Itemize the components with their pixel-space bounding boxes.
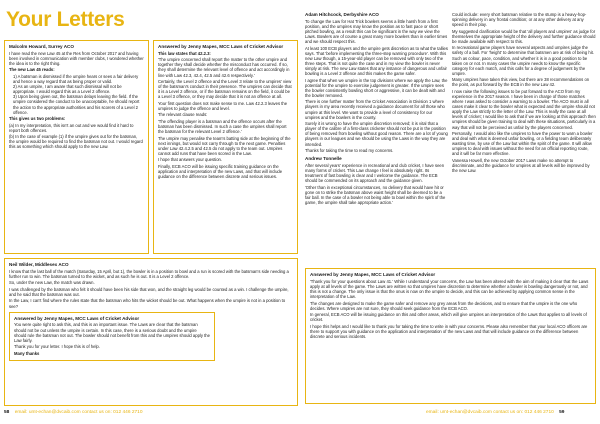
reply-box-3 (9, 312, 215, 362)
letter-heading: Neil Wilder, Middlesex ACO (9, 262, 69, 267)
page-number: 58 (4, 410, 10, 415)
list-item: 1) A batsman is dismissed if the umpire hears or sees a fair delivery and hence a way regard that as being proper or valid. (13, 73, 139, 85)
letter-paragraph: To change the Law for Hat Trick bowlers seems a little harsh from a first position, and the umpires may know the position as to fast pace or short pitched bowling, as a result this can be significant in the way we view the Laws. Bowlers are of course a great many more bowlers than in earlier times and we should respect this. (305, 18, 448, 45)
reply-paragraph: You were quite right to ask this, and this is an important issue. The Laws are clear that the batsman should not be out unless the umpire is certain. In this case, there is a serious doubt and the umpire should rule the batsman not out. The bowler should not benefit from this and the umpires should apply the Law fairly. (14, 322, 210, 343)
page-number: 59 (559, 410, 565, 415)
reply-paragraph: I hope this helps and I would like to thank you for taking the time to write in with your concerns. Please also remember that your local ACO officers are there to support you with guidance on the application and interpretation of the new Laws and that will include guidance on the difference between discrete and serious incidents. (310, 323, 588, 339)
letter-continuation (452, 12, 596, 264)
letter-paragraph: The new Law 45 reads: (9, 67, 55, 73)
letter-paragraph: At least 100 ECB players and the umpire gets discretion as to what the tallies says. That 'before implementing the three-step warning procedure'. With this new Law though, a 15-year-old player can be removed with only two of the three steps. That is not quite the case and in my view the bowler is never simply at risk. The new Law states that any instance of dangerous and unfair bowling is a Level 2 offence and this makes the game safer. (305, 45, 448, 77)
reply-paragraph: 'Thank you for your questions about Law 41.' While I understand your concerns, the Law has been altered with the aim of making it clear that the Laws apply at all levels of the game. The Laws are written so that umpires have discretion to determine whether a bowler is bowling dangerously or not, and this is not a change. The only issue is that the onus is now on the umpire to decide, and this can be achieved by applying common sense in the interpretation of the Law. (310, 278, 589, 300)
reply-paragraph: In general, ECB ACO will be issuing guidance on this and other areas, which will give umpires an interpretation of the Laws that applies to all levels of cricket. (310, 312, 587, 323)
reply-heading: Answered by Jenny Mapes, MCC Laws of Cricket Advisor (158, 44, 284, 49)
reply-paragraph: Thank you for your letter. I hope this is of help. (14, 344, 100, 350)
letter-paragraph: Thanks for taking the time to read my concerns. (305, 148, 394, 153)
reply-heading: Answered by Jenny Mapes, MCC Laws of Cricket Advisor (14, 315, 140, 321)
reply-paragraph: This law states that 42.2.3: (158, 50, 211, 56)
letter-subheading: Andrew Tonnelle (305, 156, 342, 162)
letter-box-wilder (4, 258, 298, 406)
letter-paragraph: Surely it is wrong to have the umpire discretion removed; it is vital that a player of the calibre of a first-class cricketer should not be put in the position of being removed from bowling without good reason. There are a lot of young players in our leagues and we should be using the Laws in the way they are intended. (305, 121, 448, 147)
footer-right (426, 410, 564, 415)
letter-paragraph: In recreational game players have several aspects and umpires judge the safety of a ball. For 'height' to determine that batsmen are at risk of being hit. Such as colour, pace, condition, and whether it is in a good position to be taken on or not. In many cases the umpire needs to know the specific category for each match, and this calls for a degree of judgement by the umpire. (452, 45, 594, 76)
letter-paragraph: There is one further matter from the Cricket Association in Division 1 where players in my area recently received a guidance document for all those who umpire at this level. We want to provide a level of consistency for our umpires and the bowlers in the county. (305, 99, 445, 120)
reply-box-2 (305, 268, 596, 404)
reply-box-1 (153, 40, 298, 254)
footer-contact: email: umt-echan@dvcaib.com contact us on: 012 446 2710 (426, 410, 554, 415)
reply-paragraph: Your first question does not make sense to me. Law 42.2.3 leaves the umpires to judge the offence and level. (158, 100, 288, 111)
reply-paragraph: Finally, ECB ACO will be issuing specific training guidance on the application and interpretation of the new Laws, and that will include guidance on the difference between discrete and serious issues. (158, 163, 283, 179)
letter-paragraph: Personally, I would also like the umpires to have the power to warn a bowler and deal with what is deemed unfair bowling, or a fielding team deliberately wasting time, by use of the Law but within the spirit of the game. It will allow umpires to deal with issues without the need for an official reporting route, and it will be far more effective. (452, 131, 593, 157)
reply-paragraph: 'The offending player is a batsman and the offence occurs after the batsman has been dismissed. In such a case the umpires shall report the batsman for the relevant Level 2 offence.' (158, 118, 287, 135)
letter-paragraph: Many umpires have taken this view, but there are 38 recommendations on the point, as put forward by the ECB in the new Law 42. (452, 77, 590, 88)
reply-paragraph: 'The umpire concerned shall report the matter to the other umpire and together they shall decide whether the misconduct has occurred. If so, they shall determine the relevant level of offence and act accordingly in line with Law 42.3, 42.4, 42.5 and 42.6 respectively.' (158, 57, 290, 78)
letter-hitchcock (305, 12, 448, 282)
footer-contact: email: umt-echan@dvcaib.com contact us on: 012 446 2710 (14, 410, 143, 415)
reply-paragraph: Certainly, the Level 2 offence and the Level 3 relate to the umpires' view of the batsman's conduct in their presence. The umpires can decide that it is a Level 2 offence, or if the batsman remains on the field, it could be a Level 3 offence, or they may decide that it is not an offence at all. (158, 79, 292, 100)
letter-paragraph: So, under the new Law, the match was drawn. (9, 280, 95, 286)
reply-heading: Answered by Jenny Mapes, MCC Laws of Cricket Advisor (310, 272, 436, 277)
letter-paragraph: I agree that when we umpire in the top divisions where we apply the Law, the potential for the umpire to exercise judgement is greater. If the umpire sees the bowler consistently bowling short or aggressive, it can be dealt with and the bowler removed. (305, 77, 448, 98)
letter-list (9, 74, 144, 115)
reply-signoff: Many thanks (14, 350, 40, 356)
reply-paragraph: The umpire may penalise the team's batting side at the beginning of the next innings, but would not carry through to the next game. Penalties under Law 42.4.2.5 and 42.5 do not apply to the team out. Umpires cannot add runs that have been scored in the Law. (158, 135, 291, 156)
letter-paragraph: After several years' experience in recreational and club cricket, I have seen many forms of cricket. This Law change I feel is absolutely right. Its treatment of fast bowling is clear and I welcome the guidance. The ECB should be commended on its approach and the guidance given. (305, 162, 445, 184)
letter-paragraph: Vanessa Howell, the new October 2017 Laws make no attempt to discriminate, and the guidance for umpires at all levels will be improved by the new Law. (452, 157, 590, 174)
letter-paragraph: In the Law, I can't find where the rules state that the batsman who hits the wicket should be out. What happens when the umpire is not in a position to see? (9, 298, 286, 309)
letter-heading: Adam Hitchcock, Derbyshire ACO (305, 12, 379, 17)
letter-paragraph: I now raise the following issues to be put forward to the ACO from my experience in the 2017 season. I have been in charge of those matches where I was asked to consider a warning to a bowler. The ACO must in all cases make it clear to the bowler what is expected and the umpire should not apply the Law strictly to the letter of the Law. This is really the case at all levels of cricket; I would like to ask that if we are looking at this approach then umpires should be given training to deal with these situations, particularly in a way that will not be perceived as unfair by the players concerned. (452, 88, 596, 130)
letter-heading: Malcolm Howard, Surrey ACO (9, 44, 74, 49)
letter-paragraph: (b) In the case of example (1) if the umpire gives out for the batsman, the umpire would be required to find the batsman not out. I would regard this as something which should apply to the new Law. (9, 134, 143, 150)
letter-paragraph: My suggested clarification would be that 'all players and umpires' as judge for themselves the appropriate height of the delivery and further guidance should be made available with respect to this. (452, 28, 596, 44)
list-item: 3) Upon being given out, the batsman delays leaving the field. If the umpire considered the conduct to be unacceptable, he should report the action to the appropriate authorities and his scorers of a Level 2 offence. (13, 94, 140, 115)
letter-paragraph: (a) In my interpretation, this isn't an out and we would find it hard to report both offences. (9, 122, 134, 133)
list-item: 2) As an umpire, I am aware that such dismissal will not be appropriate. I would regard this as a Level 2 offence. (13, 84, 122, 95)
letter-paragraph: I was challenged by the batsman who felt it should have been his side that won, and the straight leg would be counted as a win. I challenge the umpire, and he said that the batsman was out. (9, 286, 289, 297)
letter-paragraph: 'Other than in exceptional circumstances, no delivery that would have hit or gone on to strike the batsman above waist height shall be deemed to be a fair ball. In the case of a bowler not being able to bowl within the spirit of the game, the umpire shall take appropriate action.' (305, 184, 446, 205)
letter-paragraph: I know that the last ball of the match (Saturday, 15 April, but 1), the bowler is in a position to bowl and a run is scored with the batsman's side needing a further run to win. The batsman turned to the wicket, and as such he is out. It is a Level 2 offence. (9, 268, 289, 279)
letter-paragraph: This gives us two problems: (9, 116, 66, 122)
letter-paragraph: Could include: every short batsman relative to the stump is a heavy-hop-spinning delivery in any frontal condition; or at any other delivery at any speed in their play. (452, 12, 587, 28)
reply-paragraph: The relevant clause reads: (158, 112, 208, 118)
letter-box-howard (4, 40, 149, 254)
reply-paragraph: The changes are designed to make the game safer and remove any grey areas from the decisions, and to ensure that the umpire is the one who decides. Where umpires are not sure, they should seek guidance from the ECB ACO. (310, 300, 578, 311)
footer-left (4, 410, 142, 415)
page-title: Your Letters (6, 8, 125, 31)
reply-paragraph: I hope that answers your question. (158, 157, 223, 163)
letter-paragraph: I have read the new Law 45 at the Res from October 2017 and having been involved in communication with member clubs, I wondered whether the idea is to the right thing. (9, 50, 144, 66)
